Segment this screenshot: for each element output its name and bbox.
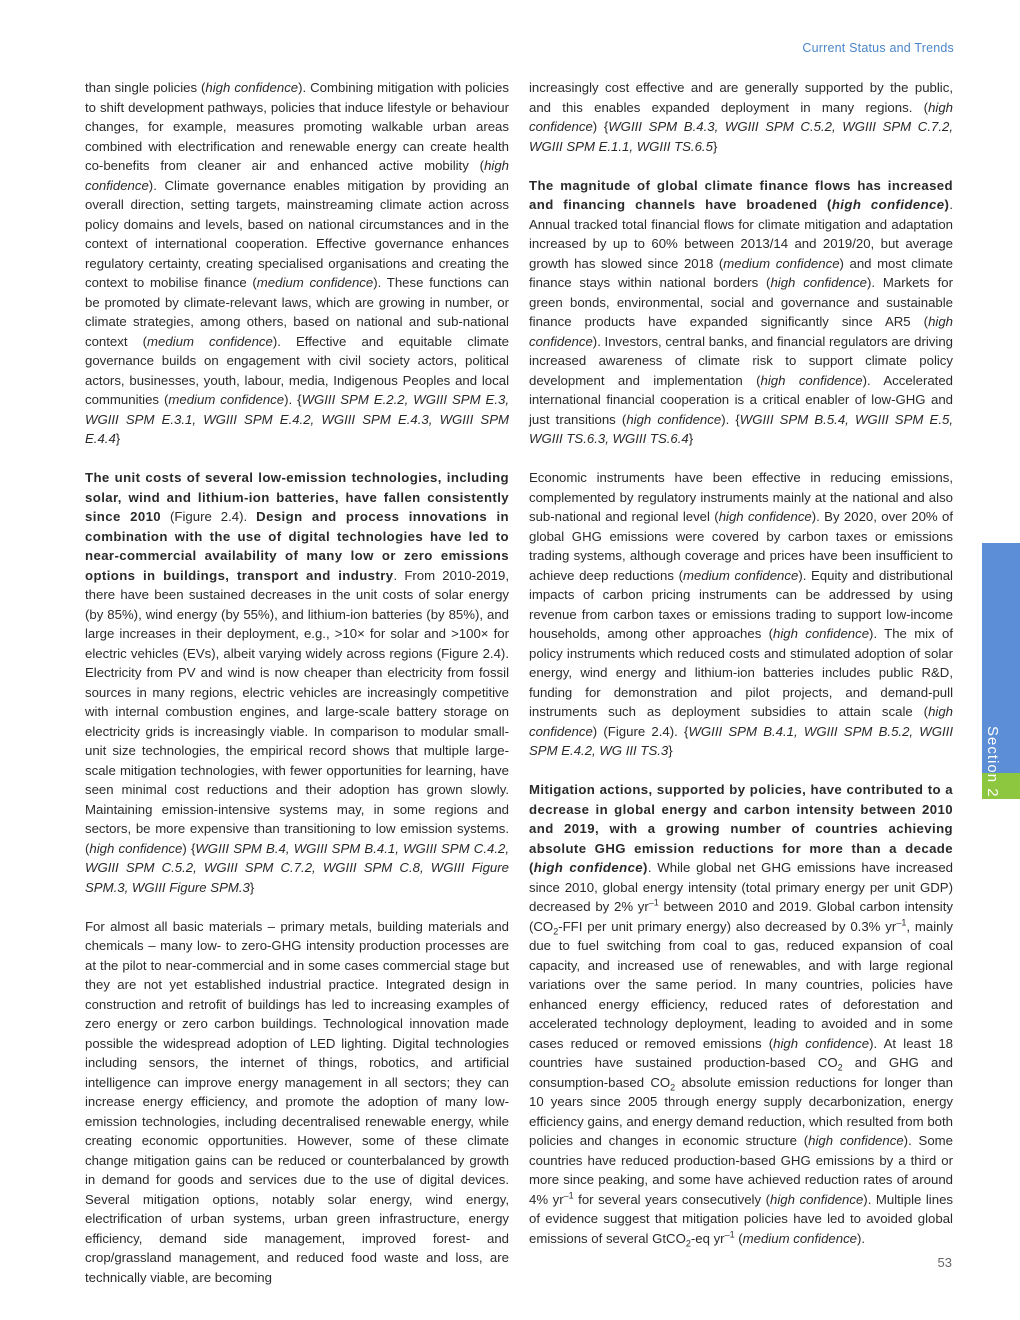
paragraph-technology-costs: The unit costs of several low-emission technologies, including solar, wind and lithium-ion batteries, have fallen consistently since 2010 (Figure 2.4). Design and process innovations in combination with the use of digital technologies have led to near-commercial availability of many low or zero emissions options in buildings, transport and industry. From 2010-2019, there have been sustained decreases in the unit costs of solar energy (by 85%), wind energy (by 55%), and lithium-ion batteries (by 85%), and large increases in their deployment, e.g., >10× for solar and >100× for electric vehicles (EVs), albeit varying widely across regions (Figure 2.4). Electricity from PV and wind is now cheaper than electricity from fossil sources in many regions, electric vehicles are increasingly competitive with internal combustion engines, and large-scale battery storage on electricity grids is increasingly viable. In comparison to modular small-unit size technologies, the empirical record shows that multiple large-scale mitigation technologies, with fewer opportunities for learning, have seen minimal cost reductions and their adoption has grown slowly. Maintaining emission-intensive systems may, in some regions and sectors, be more expensive than transitioning to low emission systems. (high confidence) {WGIII SPM B.4, WGIII SPM B.4.1, WGIII SPM C.4.2, WGIII SPM C.5.2, WGIII SPM C.7.2, WGIII SPM C.8, WGIII Figure SPM.3, WGIII Figure SPM.3}	[85, 470, 509, 895]
running-header-title: Current Status and Trends	[802, 41, 954, 55]
paragraph-economic-instruments: Economic instruments have been effective in reducing emissions, complemented by regulatory instruments mainly at the national and also sub-national and regional level (high confidence). By 2020, over 20% of global GHG emissions were covered by carbon taxes or emissions trading systems, although coverage and prices have been insufficient to achieve deep reductions (medium confidence). Equity and distributional impacts of carbon pricing instruments can be addressed by using revenue from carbon taxes or emissions trading to support low-income households, among other approaches (high confidence). The mix of policy instruments which reduced costs and stimulated adoption of solar energy, wind energy and lithium-ion batteries includes public R&D, funding for demonstration and pilot projects, and demand-pull instruments such as deployment subsidies to attain scale (high confidence) (Figure 2.4). {WGIII SPM B.4.1, WGIII SPM B.5.2, WGIII SPM E.4.2, WG III TS.3}	[529, 470, 953, 758]
left-column	[85, 78, 509, 1307]
page-number: 53	[937, 1255, 952, 1270]
section-tab-label: Section 2	[984, 726, 1001, 798]
paragraph-mitigation-actions: Mitigation actions, supported by policies, have contributed to a decrease in global energy and carbon intensity between 2010 and 2019, with a growing number of countries achieving absolute GHG emission reductions for more than a decade (high confidence). While global net GHG emissions have increased since 2010, global energy intensity (total primary energy per unit GDP) decreased by 2% $yr^{-1}$ between 2010 and 2019. Global carbon intensity ($CO_2$-FFI per unit primary energy) also decreased by 0.3% $yr^{-1}$, mainly due to fuel switching from coal to gas, reduced expansion of coal capacity, and increased use of renewables, and with large regional variations over the same period. In many countries, policies have enhanced energy efficiency, reduced rates of deforestation and accelerated technology deployment, leading to avoided and in some cases reduced or removed emissions (high confidence). At least 18 countries have sustained production-based $CO_2$ and GHG and consumption-based $CO_2$ absolute emission reductions for longer than 10 years since 2005 through energy supply decarbonization, energy efficiency gains, and energy demand reduction, which resulted from both policies and changes in economic structure (high confidence). Some countries have reduced production-based GHG emissions by a third or more since peaking, and some have achieved reduction rates of around 4% $yr^{-1}$ for several years consecutively (high confidence). Multiple lines of evidence suggest that mitigation policies have led to avoided global emissions of several GtCO$_2$-eq $yr^{-1}$ (medium confidence).	[529, 782, 954, 1249]
paragraph-policy-packages: than single policies (high confidence). Combining mitigation with policies to shift development pathways, policies that induce lifestyle or behaviour changes, for example, measures promoting walkable urban areas combined with electrification and renewable energy can create health co-benefits from cleaner air and enhanced active mobility (high confidence). Climate governance enables mitigation by providing an overall direction, setting targets, mainstreaming climate action across policy domains and levels, based on national circumstances and in the context of international cooperation. Effective governance enhances regulatory certainty, creating specialised organisations and creating the context to mobilise finance (medium confidence). These functions can be promoted by climate-relevant laws, which are growing in number, or climate strategies, among others, based on national and sub-national context (medium confidence). Effective and equitable climate governance builds on engagement with civil society actors, political actors, businesses, youth, labour, media, Indigenous Peoples and local communities (medium confidence). {WGIII SPM E.2.2, WGIII SPM E.3, WGIII SPM E.3.1, WGIII SPM E.4.2, WGIII SPM E.4.3, WGIII SPM E.4.4}	[85, 80, 510, 446]
paragraph-public-support: increasingly cost effective and are generally supported by the public, and this enables expanded deployment in many regions. (high confidence) {WGIII SPM B.4.3, WGIII SPM C.5.2, WGIII SPM C.7.2, WGIII SPM E.1.1, WGIII TS.6.5}	[529, 80, 953, 154]
paragraph-basic-materials: For almost all basic materials – primary metals, building materials and chemicals – many low- to zero-GHG intensity production processes are at the pilot to near-commercial and in some cases commercial stage but they are not yet established industrial practice. Integrated design in construction and retrofit of buildings has led to increasing examples of zero energy or zero carbon buildings. Technological innovation made possible the widespread adoption of LED lighting. Digital technologies including sensors, the internet of things, robotics, and artificial intelligence can improve energy management in all sectors; they can increase energy efficiency, and promote the adoption of many low-emission technologies, including decentralised renewable energy, while creating economic opportunities. However, some of these climate change mitigation gains can be reduced or counterbalanced by growth in demand for goods and services due to the use of digital devices. Several mitigation options, notably solar energy, wind energy, electrification of urban systems, urban green infrastructure, energy efficiency, demand side management, improved forest- and crop/grassland management, and reduced food waste and loss, are technically viable, are becoming	[85, 918, 509, 1285]
right-column	[529, 78, 953, 1268]
paragraph-climate-finance: The magnitude of global climate finance flows has increased and financing channels have broadened (high confidence). Annual tracked total financial flows for climate mitigation and adaptation increased by up to 60% between 2013/14 and 2019/20, but average growth has slowed since 2018 (medium confidence) and most climate finance stays within national borders (high confidence). Markets for green bonds, environmental, social and governance and sustainable finance products have expanded significantly since AR5 (high confidence). Investors, central banks, and financial regulators are driving increased awareness of climate risk to support climate policy development and implementation (high confidence). Accelerated international financial cooperation is a critical enabler of low-GHG and just transitions (high confidence). {WGIII SPM B.5.4, WGIII SPM E.5, WGIII TS.6.3, WGIII TS.6.4}	[529, 177, 953, 446]
